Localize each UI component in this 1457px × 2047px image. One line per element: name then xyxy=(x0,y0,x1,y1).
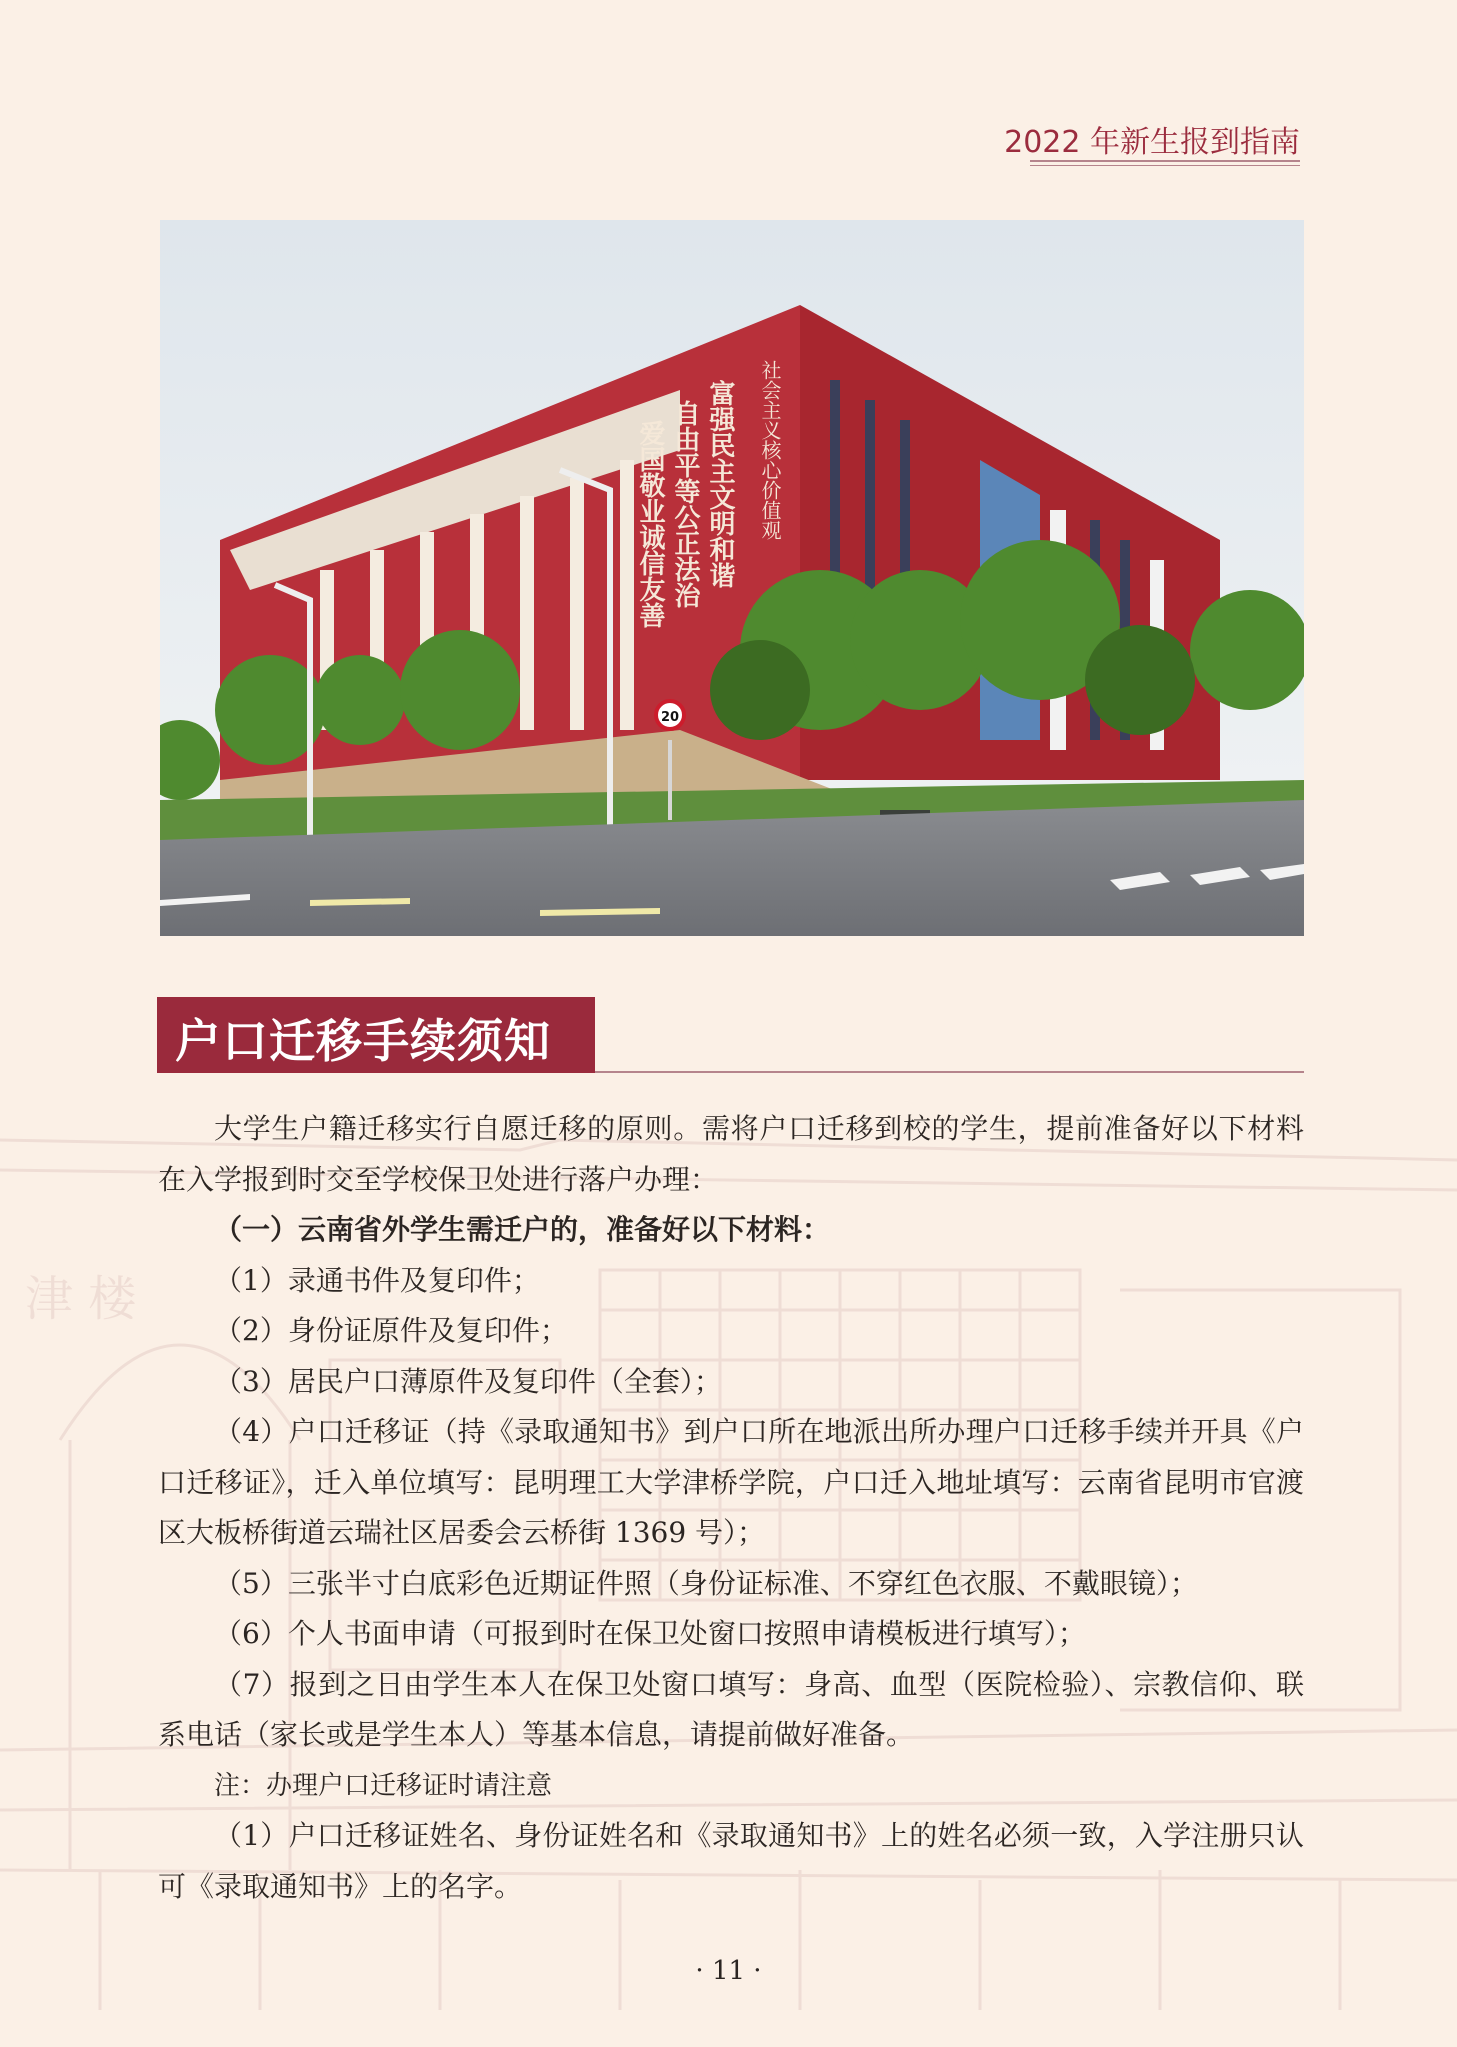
header-rule xyxy=(1030,160,1300,162)
svg-text:津 楼: 津 楼 xyxy=(25,1271,137,1327)
note-item: （1）户口迁移证姓名、身份证姓名和《录取通知书》上的姓名必须一致，入学注册只认可《录取通知书》上的名字。 xyxy=(158,1819,1304,1903)
campus-building-photo xyxy=(160,220,1304,936)
list-item: （4）户口迁移证（持《录取通知书》到户口所在地派出所办理户口迁移手续并开具《户口迁移证》，迁入单位填写：昆明理工大学津桥学院，户口迁入地址填写：云南省昆明市官渡区大板桥街道云瑞社区居委会云桥街 1369 号）； xyxy=(158,1415,1304,1549)
section-heading-bar xyxy=(157,997,595,1073)
page-number: · 11 · xyxy=(695,1956,762,1986)
speed-limit-sign: 20 xyxy=(660,710,680,725)
list-item: （1）录通书件及复印件； xyxy=(214,1263,540,1297)
intro-paragraph: 大学生户籍迁移实行自愿迁移的原则。需将户口迁移到校的学生，提前准备好以下材料在入学报到时交至学校保卫处进行落户办理： xyxy=(158,1112,1304,1196)
slogan-col1: 富强民主文明和谐 xyxy=(705,380,735,588)
list-item: （6）个人书面申请（可报到时在保卫处窗口按照申请模板进行填写）； xyxy=(214,1617,1086,1650)
header-title: 2022 年新生报到指南 xyxy=(1004,125,1300,160)
note-heading: 注：办理户口迁移证时请注意 xyxy=(214,1770,553,1801)
slogan-right: 社会主义核心价值观 xyxy=(758,360,782,540)
list-item: （5）三张半寸白底彩色近期证件照（身份证标准、不穿红色衣服、不戴眼镜）； xyxy=(214,1566,1198,1600)
list-item: （3）居民户口薄原件及复印件（全套）； xyxy=(214,1364,722,1398)
header-rule-thin xyxy=(1030,165,1300,166)
article-body xyxy=(158,1104,1304,1912)
list-item: （2）身份证原件及复印件； xyxy=(214,1314,568,1347)
subheading-outside-province: （一）云南省外学生需迁户的，准备好以下材料： xyxy=(214,1213,831,1246)
section-underline xyxy=(595,1071,1304,1073)
slogan-col2: 自由平等公正法治 xyxy=(670,400,700,608)
section-title: 户口迁移手续须知 xyxy=(175,1014,551,1068)
slogan-col3: 爱国敬业诚信友善 xyxy=(635,420,665,628)
list-item: （7）报到之日由学生本人在保卫处窗口填写：身高、血型（医院检验）、宗教信仰、联系电话（家长或是学生本人）等基本信息，请提前做好准备。 xyxy=(158,1667,1304,1751)
